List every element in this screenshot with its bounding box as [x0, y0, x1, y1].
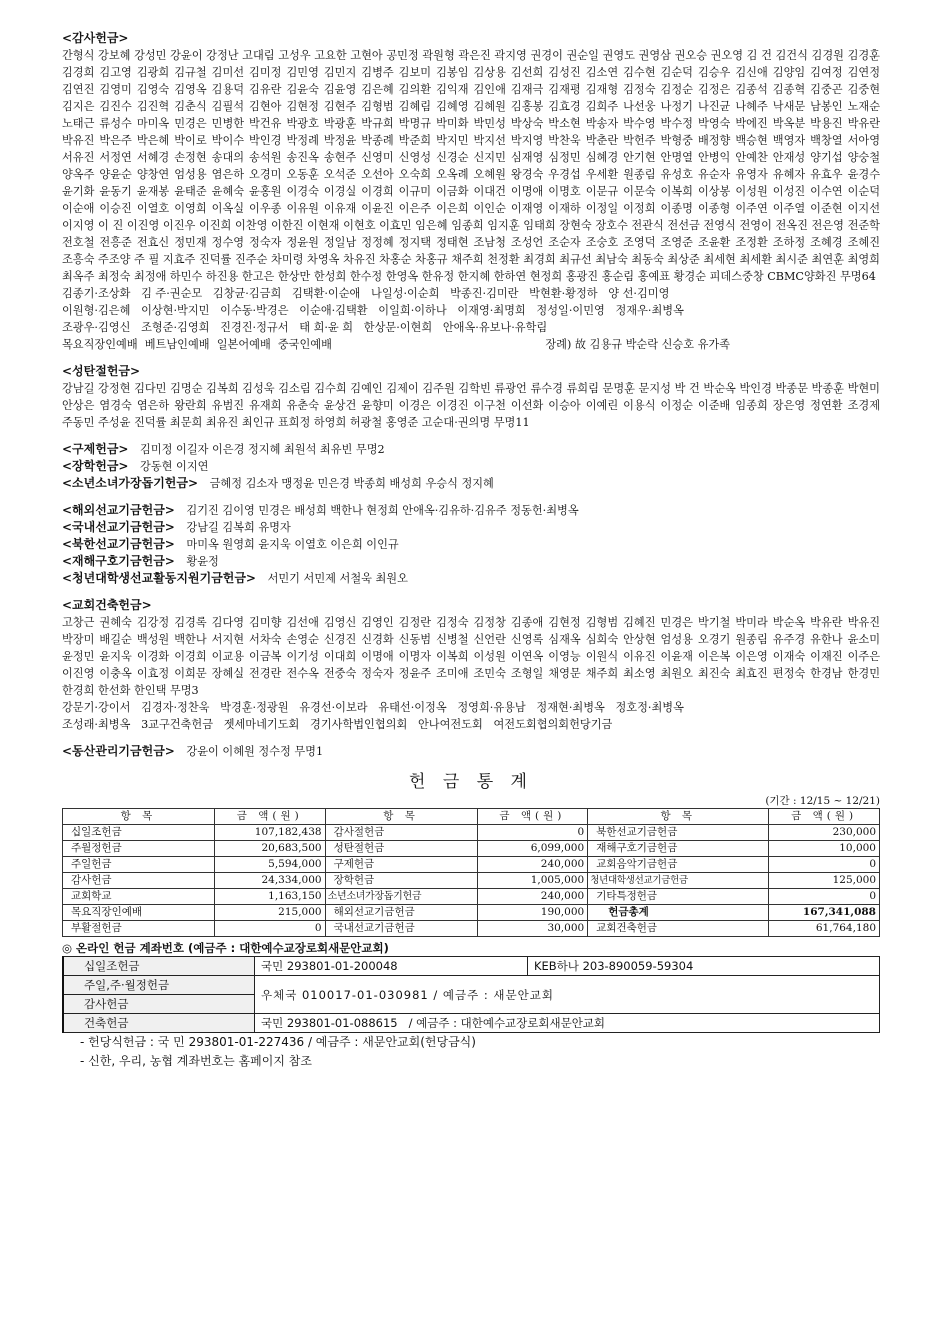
donor-list: 간형식 강보혜 강성민 강윤이 강정난 고대림 고성우 고요한 고현아 공민정 곽원형 곽은진 곽지영 권경이 권순일 권영도 권영삼 권오승 권오영 김 건 김건식 김경원 김경훈 김경희 김고영 김광희 김규철 김미선 김미정 김민영 김민지 김병주 김보미 김봉임 김상용 김선희 김성진 김소연 김수현 김순덕 김승우 김신애 김양임 김여정 김연정 김연진 김영미 김영숙 김영옥 김용덕 김유란 김윤숙 김윤영 김은혜 김의환 김익재 김인애 김재극 김재평 김재형 김정숙 김정순 김정은 김종석 김종혁 김중곤 김중현 김지은 김진수 김진혁 김춘식 김필석 김현아 김현정 김현주 김형범 김혜림 김혜영 김혜원 김홍봉 김효경 김희주 나선웅 나정기 나진균 나혜주 낙새문 남봉인 노재순 노태근 류성수 마미옥 민경은 민병한 박건유 박광호 박광훈 박규희 박명규 박미화 박민성 박상숙 박소현 박송자 박수영 박수정 박영숙 박에진 박옥분 박용진 박유란 박유진 박은주 박은혜 박이로 박이수 박인경 박정례 박정윤 박종례 박준희 박지민 박지선 박지영 박찬욱 박춘란 박헌주 박형중 배정향 백승현 백영자 백창열 서아영 서유진 서정연 서혜경 손정현 송대의 송석원 송진옥 송현주 신영미 신영성 신경순 신지민 심재영 심정민 심혜경 안기현 안명열 안병익 안예찬 안재성 양기섭 양숭철 양옥주 양윤순 양창연 엄성용 염은하 오경미 오동훈 오석준 오선아 오숙희 오옥례 오혜원 왕경숙 우경섭 우세환 원종림 유성호 유순자 유영자 유혜자 유효우 윤경수 윤기화 윤동기 윤재봉 윤태준 윤혜숙 윤홍원 이경숙 이경실 이경희 이규미 이금화 이대건 이명애 이명호 이문규 이문숙 이복희 이상봉 이성원 이성진 이수연 이순덕 이순애 이승진 이열호 이영희 이옥실 이우종 이유원 이유재 이윤진 이은주 이은희 이인순 이재영 이재하 이정일 이정희 이종명 이종형 이주연 이주열 이준현 이지선 이지영 이 진 이진영 이진우 이진희 이찬영 이한진 이현재 이현호 이효민 임은혜 임종희 임지훈 임태희 장현숙 장호수 전관식 전선금 전영식 전영이 전옥진 전은영 전준학 전호철 전흥준 전효신 정민재 정수영 정숙자 정윤원 정일남 정정혜 정지택 정태현 조남청 조성언 조순자 조숭호 조영덕 조영준 조윤환 조정환 조하정 조혜경 조혜진 조흥숙 주조양 주 필 지효주 진덕률 진주순 차미령 차영옥 차유진 차홍순 차홍규 채주희 천정환 최경희 최규선 최남숙 최동숙 최상준 최세현 최세환 최시준 최연훈 최영희 최옥주 최정숙 최정애 하민수 하진용 한고은 한상만 한성희 한수정 한영옥 한유정 한지혜 한하연 현정희 홍광진 홍순림 홍예표 황경순 피데스중창 CBMC양화진 무명64: [62, 49, 881, 283]
item-label: 교회학교: [63, 889, 215, 905]
section-title: <국내선교기금헌금>: [62, 520, 175, 534]
note-line: - 헌당식헌금 : 국 민 293801-01-227436 / 예금주 : 새문안교회(헌당금식): [80, 1035, 476, 1049]
account-number: 우체국 010017-01-030981 / 예금주 : 새문안교회: [255, 976, 880, 1014]
offering-bulletin-page: [62, 30, 880, 1071]
donor-list: 마미옥 원영희 윤지욱 이열호 이은희 이인규: [186, 538, 399, 551]
column-header: 항 목: [588, 809, 769, 825]
donor-couples-line: 이원형·김은혜 이상현·박지민 이수동·박경은 이순애·김택환 이일희·이하나 이재영·최명희 정성일·이민영 정재우·최병옥: [62, 304, 684, 317]
account-notes: [80, 1033, 880, 1071]
donor-list: 고창근 권혜숙 김강정 김경록 김다영 김미향 김선애 김영신 김영인 김정란 김정숙 김정창 김종애 김현정 김형범 김혜진 민경은 박기철 박미라 박순옥 박유란 박유진 박장미 배길순 백성원 백한나 서지현 서차숙 손영순 신경진 신경화 신동범 신병철 신언란 신영록 심재옥 심희숙 안상현 엄성용 오경기 원종림 유주경 유한나 윤소미 윤정민 윤지욱 이경화 이경희 이교용 이금복 이기성 이대희 이명애 이명자 이복희 이성원 이연옥 이영능 이원식 이유진 이윤재 이은복 이은영 이재숙 이재진 이주은 이진영 이충옥 이효정 이희문 장혜실 전경란 전수옥 전중숙 정숙자 정윤주 조미애 조민숙 조형일 채영문 채주희 최소영 최원오 최진숙 최효진 편정숙 한경남 한경민 한경희 한선화 한인택 무명3: [62, 616, 881, 697]
church-building-offering-section: [62, 597, 880, 733]
statistics-period: (기간 : 12/15 ~ 12/21): [765, 795, 880, 807]
table-row: [63, 857, 880, 873]
account-number: 국민 293801-01-200048: [255, 957, 528, 976]
mission-fund-group: [62, 502, 880, 587]
item-label: 교회건축헌금: [588, 921, 769, 937]
item-amount: 1,005,000: [477, 873, 588, 889]
christmas-offering-section: [62, 363, 880, 431]
item-label: 재해구호기금헌금: [588, 841, 769, 857]
table-row: [63, 905, 880, 921]
donor-list: 강동현 이지연: [140, 460, 209, 473]
offering-statistics-table: [62, 808, 880, 937]
column-header: 항 목: [63, 809, 215, 825]
relief-scholarship-group: [62, 441, 880, 492]
youth-campus-mission-line: [62, 570, 880, 587]
scholarship-offering-line: [62, 458, 880, 475]
note-line: - 신한, 우리, 농협 계좌번호는 홈페이지 참조: [80, 1054, 312, 1068]
donor-couples-line: 조광우·김영신 조형준·김영희 진경진·정규서 태 희·윤 희 한상문·이현희 안애옥·유보나·유학림: [62, 321, 548, 334]
item-label: 십일조헌금: [63, 825, 215, 841]
section-title: <동산관리기금헌금>: [62, 744, 175, 758]
item-label: 북한선교기금헌금: [588, 825, 769, 841]
account-number: 국민 293801-01-088615 / 예금주 : 대한예수교장로회새문안교회: [255, 1014, 880, 1033]
donor-list: 강남길 김복희 유명자: [186, 521, 291, 534]
item-amount: 30,000: [477, 921, 588, 937]
item-label: 감사절헌금: [325, 825, 477, 841]
item-label: 소년소녀가장돕기헌금: [325, 889, 477, 905]
section-title: <장학헌금>: [62, 459, 129, 473]
section-title: <감사헌금>: [62, 31, 129, 45]
thanksgiving-offering-section: [62, 30, 880, 353]
item-label: 교회음악기금헌금: [588, 857, 769, 873]
account-label: 감사헌금: [63, 995, 255, 1014]
account-label: 주일,주·월정헌금: [63, 976, 255, 995]
account-label: 건축헌금: [63, 1014, 255, 1033]
donor-list: 서민기 서민제 서철욱 최원오: [267, 572, 408, 585]
item-label: 기타특정헌금: [588, 889, 769, 905]
item-amount: 0: [214, 921, 325, 937]
item-amount: 215,000: [214, 905, 325, 921]
item-amount: 1,163,150: [214, 889, 325, 905]
disaster-relief-line: [62, 553, 880, 570]
funeral-donors: 장례) 故 김용규 박순락 신승호 유가족: [545, 338, 730, 351]
item-label: 장학헌금: [325, 873, 477, 889]
group-donors-line: [62, 336, 880, 353]
donor-couples-line: 김종기·조상화 김 주·권순모 김창균·김금희 김택환·이순애 나일성·이순희 박종진·김미란 박현환·황정하 양 선·김미영: [62, 287, 670, 300]
facility-fund-line: [62, 743, 880, 760]
donor-list: 김미정 이길자 이은경 정지혜 최원석 최유빈 무명2: [140, 443, 385, 456]
item-label: 해외선교기금헌금: [325, 905, 477, 921]
item-amount: 61,764,180: [769, 921, 880, 937]
domestic-mission-line: [62, 519, 880, 536]
table-row: [63, 976, 880, 995]
section-title: <구제헌금>: [62, 442, 129, 456]
donor-list: 금혜정 김소자 맹정윤 민은경 박종희 배성희 우승식 정지혜: [209, 477, 494, 490]
item-amount: 24,334,000: [214, 873, 325, 889]
section-title: <교회건축헌금>: [62, 598, 152, 612]
worship-groups: 목요직장인예배 베트남인예배 일본어예배 중국인예배: [62, 338, 332, 351]
item-amount: 240,000: [477, 857, 588, 873]
total-label: 헌금총계: [588, 905, 769, 921]
statistics-title: 헌 금 통 계: [409, 772, 533, 792]
column-header: 금 액(원): [214, 809, 325, 825]
table-row: [63, 889, 880, 905]
item-amount: 230,000: [769, 825, 880, 841]
table-row: [63, 921, 880, 937]
item-label: 주월정헌금: [63, 841, 215, 857]
table-row: [63, 1014, 880, 1033]
item-label: 청년대학생선교기금헌금: [588, 873, 769, 889]
item-label: 부활절헌금: [63, 921, 215, 937]
total-amount: 167,341,088: [769, 905, 880, 921]
account-number: KEB하나 203-890059-59304: [528, 957, 880, 976]
section-title: <성탄절헌금>: [62, 364, 141, 378]
overseas-mission-line: [62, 502, 880, 519]
facility-fund-section: [62, 743, 880, 760]
table-row: [63, 873, 880, 889]
item-amount: 240,000: [477, 889, 588, 905]
donor-list: 강남길 강정현 김다민 김명순 김복희 김성욱 김소림 김수희 김예인 김제이 김주원 김학빈 류광언 류수경 류희림 문명훈 문지성 박 건 박순옥 박인경 박종문 박종훈 박현미 안상은 염경숙 염은하 왕란희 유범진 유재희 유춘숙 윤상건 윤향미 이경은 이경진 이구천 이선화 이승아 이예린 이용식 이정순 이준배 임종희 장은영 정연환 조경제 주동민 주성윤 진덕률 최문희 최유진 최인규 표희정 하영희 허광철 홍영준 고순대·권의명 무명11: [62, 382, 881, 429]
table-header-row: [63, 809, 880, 825]
item-label: 감사헌금: [63, 873, 215, 889]
table-row: [63, 841, 880, 857]
donor-couples-line: 강문기·강이서 김경자·정찬욱 박경훈·정광원 유경선·이보라 유태선·이정옥 정영희·유용남 정재현·최병옥 정호정·최병옥: [62, 701, 684, 714]
online-account-table: [62, 956, 880, 1033]
relief-offering-line: [62, 441, 880, 458]
item-amount: 0: [769, 889, 880, 905]
item-amount: 0: [477, 825, 588, 841]
item-amount: 0: [769, 857, 880, 873]
item-amount: 20,683,500: [214, 841, 325, 857]
item-label: 국내선교기금헌금: [325, 921, 477, 937]
table-row: [63, 825, 880, 841]
section-title: <소년소녀가장돕기헌금>: [62, 476, 199, 490]
item-amount: 190,000: [477, 905, 588, 921]
donor-list: 황윤정: [186, 555, 219, 568]
table-row: [63, 957, 880, 976]
section-title: <청년대학생선교활동지원기금헌금>: [62, 571, 256, 585]
item-label: 주일헌금: [63, 857, 215, 873]
item-label: 성탄절헌금: [325, 841, 477, 857]
donor-list: 김기진 김이영 민경은 배성희 백한나 현정희 안애옥·김유하·김유주 정동헌·최병옥: [186, 504, 579, 517]
item-amount: 125,000: [769, 873, 880, 889]
section-title: <북한선교기금헌금>: [62, 537, 175, 551]
donor-list: 강윤이 이혜원 정수정 무명1: [186, 745, 324, 758]
north-korea-mission-line: [62, 536, 880, 553]
youth-household-offering-line: [62, 475, 880, 492]
account-label: 십일조헌금: [63, 957, 255, 976]
section-title: <재해구호기금헌금>: [62, 554, 175, 568]
item-label: 목요직장인예배: [63, 905, 215, 921]
column-header: 금 액(원): [769, 809, 880, 825]
item-label: 구제헌금: [325, 857, 477, 873]
item-amount: 5,594,000: [214, 857, 325, 873]
item-amount: 107,182,438: [214, 825, 325, 841]
donor-couples-line: 조성래·최병옥 3교구건축헌금 젯세마네기도회 경기사학법인협의회 안나여전도회 여전도회협의회헌당기금: [62, 718, 613, 731]
column-header: 금 액(원): [477, 809, 588, 825]
column-header: 항 목: [325, 809, 477, 825]
online-account-title: ◎ 온라인 헌금 계좌번호 (예금주 : 대한예수교장로회새문안교회): [62, 941, 389, 955]
item-amount: 10,000: [769, 841, 880, 857]
item-amount: 6,099,000: [477, 841, 588, 857]
section-title: <해외선교기금헌금>: [62, 503, 175, 517]
